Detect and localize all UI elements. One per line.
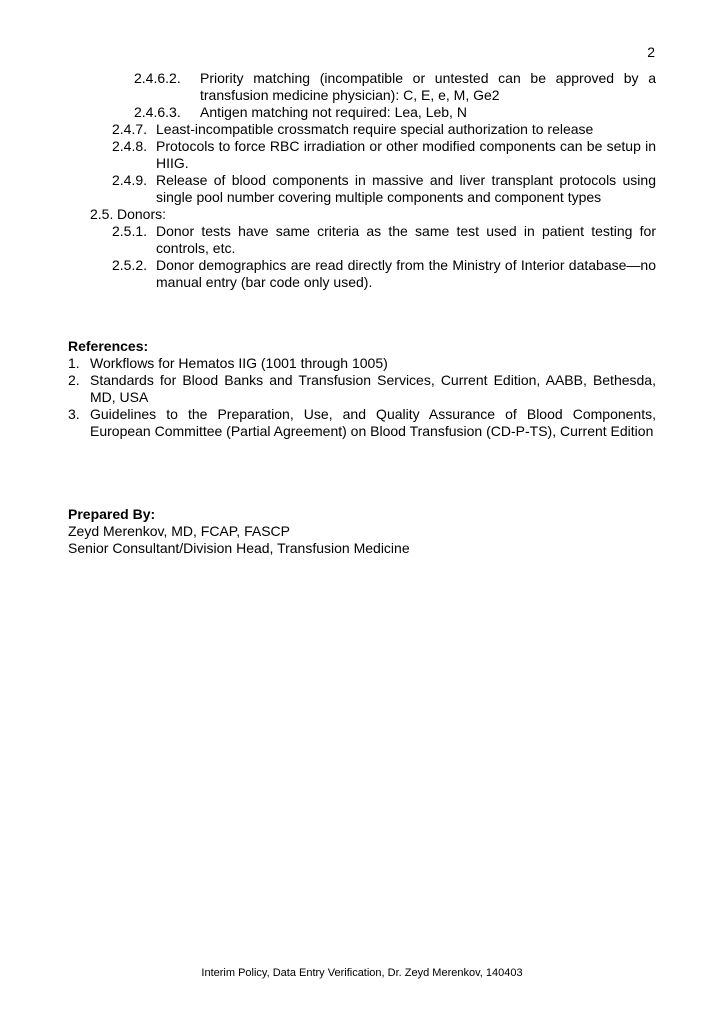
reference-item — [68, 355, 656, 372]
reference-item — [68, 372, 656, 406]
outline-item-2-5-1 — [112, 223, 656, 257]
reference-text: Workflows for Hematos IIG (1001 through 1005) — [90, 355, 388, 371]
outline-item-2-4-6-2 — [134, 70, 656, 104]
outline-item-2-4-9 — [112, 172, 656, 206]
preparer-title: Senior Consultant/Division Head, Transfusion Medicine — [68, 540, 410, 556]
page-footer: Interim Policy, Data Entry Verification, Dr. Zeyd Merenkov, 140403 — [201, 967, 523, 979]
reference-number: 3. — [68, 406, 80, 422]
reference-number: 1. — [68, 355, 80, 371]
reference-text: Guidelines to the Preparation, Use, and Quality Assurance of Blood Components, European Committee (Partial Agreement) on Blood Transfusion (CD-P-TS), Current Edition — [90, 406, 656, 439]
outline-item-2-4-6-3 — [134, 104, 656, 121]
prepared-by-heading: Prepared By: — [68, 506, 156, 522]
outline-text: Release of blood components in massive and liver transplant protocols using single pool number covering multiple components and component types — [156, 172, 656, 205]
outline-number: 2.4.7. — [112, 121, 148, 137]
outline-number: 2.5.2. — [112, 257, 148, 273]
policy-outline — [68, 70, 656, 291]
outline-number: 2.5.1. — [112, 223, 148, 239]
outline-item-2-5-2 — [112, 257, 656, 291]
outline-text: Donor demographics are read directly from the Ministry of Interior database—no manual entry (bar code only used). — [156, 257, 656, 290]
page-number: 2 — [647, 44, 655, 60]
outline-text: Antigen matching not required: Lea, Leb, N — [200, 104, 467, 120]
reference-item — [68, 406, 656, 440]
outline-item-2-4-8 — [112, 138, 656, 172]
outline-text: Donors: — [117, 206, 167, 222]
outline-text: Donor tests have same criteria as the same test used in patient testing for controls, etc. — [156, 223, 656, 256]
outline-item-2-5 — [90, 206, 656, 223]
preparer-name: Zeyd Merenkov, MD, FCAP, FASCP — [68, 523, 290, 539]
outline-item-2-4-7 — [112, 121, 656, 138]
outline-number: 2.4.6.2. — [134, 70, 181, 86]
references-heading: References: — [68, 338, 149, 354]
outline-number: 2.4.9. — [112, 172, 148, 188]
outline-text: Priority matching (incompatible or untested can be approved by a transfusion medicine physician): C, E, e, M, Ge2 — [200, 70, 656, 103]
outline-number: 2.5. — [90, 206, 114, 222]
prepared-by-section — [68, 506, 656, 557]
outline-text: Protocols to force RBC irradiation or other modified components can be setup in HIIG. — [156, 138, 656, 171]
references-section — [68, 338, 656, 440]
outline-number: 2.4.6.3. — [134, 104, 181, 120]
reference-number: 2. — [68, 372, 80, 388]
outline-text: Least-incompatible crossmatch require special authorization to release — [156, 121, 594, 137]
reference-text: Standards for Blood Banks and Transfusion Services, Current Edition, AABB, Bethesda, MD, USA — [90, 372, 656, 405]
outline-number: 2.4.8. — [112, 138, 148, 154]
